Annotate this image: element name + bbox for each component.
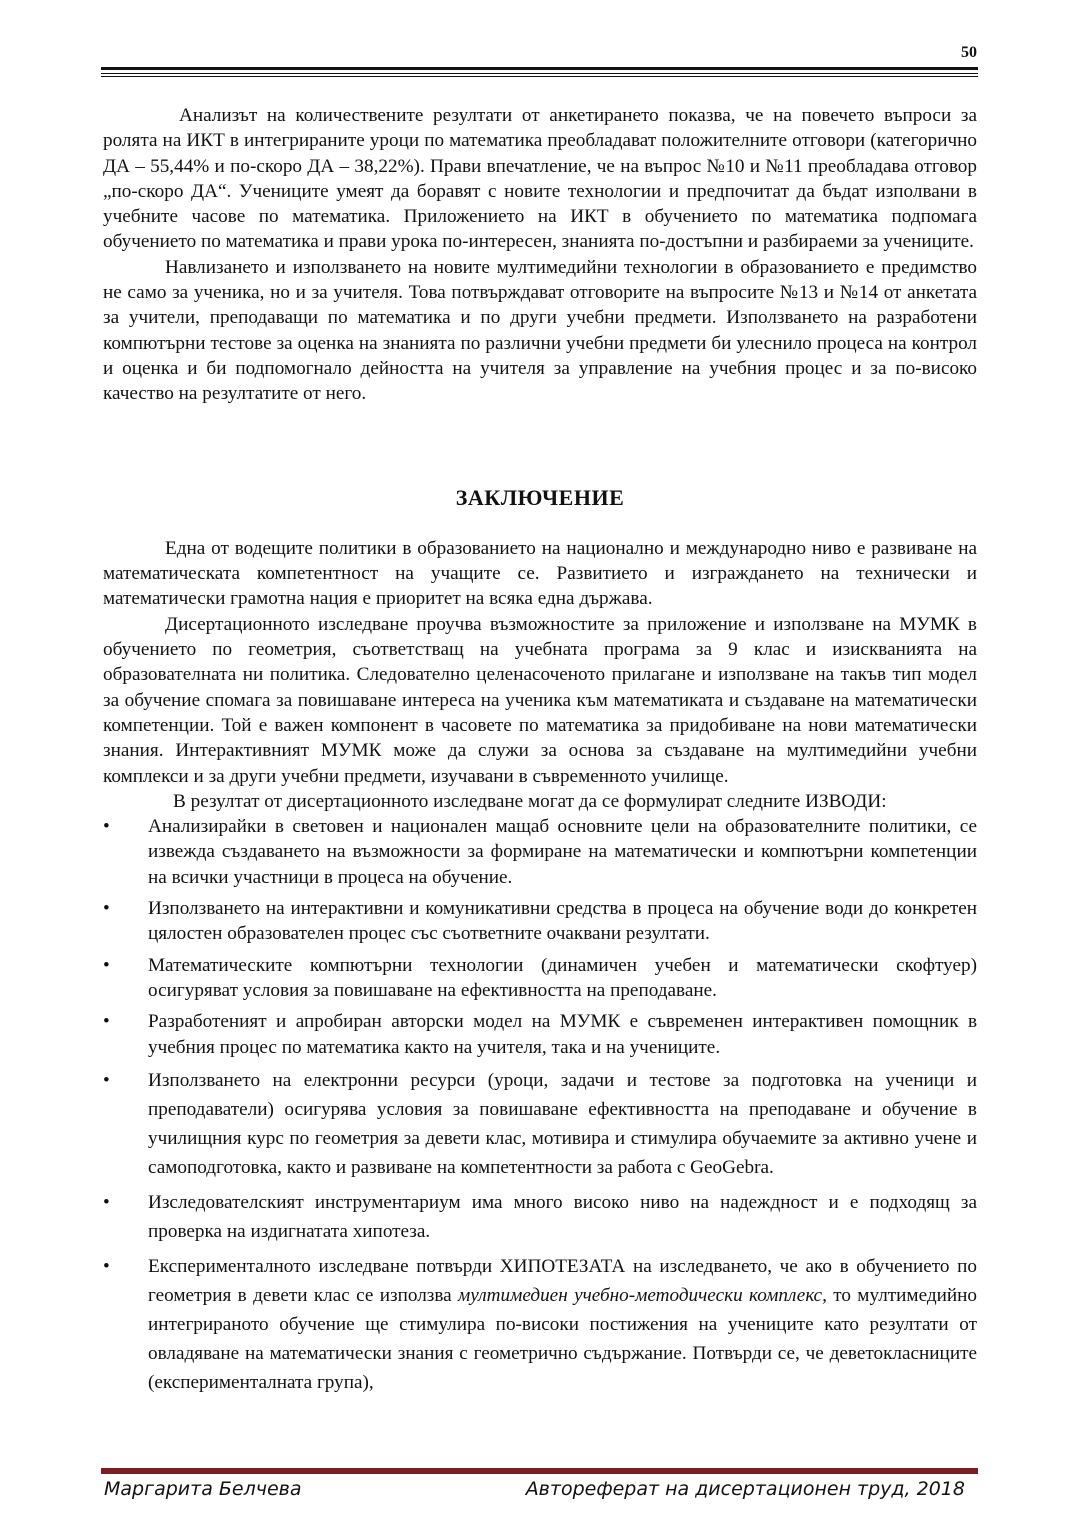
list-item-text: Математическите компютърни технологии (динамичен учебен и математически скофтуер) осигуряват условия за повишаване на ефективността на преподаване. <box>148 954 977 1001</box>
bullet-icon: • <box>103 898 110 920</box>
bullet-icon: • <box>103 816 110 838</box>
section-title: ЗАКЛЮЧЕНИЕ <box>455 484 625 510</box>
footer-document-title: Автореферат на дисертационен труд, 2018 <box>525 1478 965 1500</box>
header-rule <box>101 67 978 77</box>
bullet-icon: • <box>103 954 110 976</box>
list-item <box>103 1188 977 1246</box>
conclusions-list <box>103 814 977 1397</box>
list-item-text: Използването на електронни ресурси (уроци, задачи и тестове за подготовка на ученици и преподаватели) осигурява условия за повишаване ефективността на преподаване и обучение в училищния курс по геометрия за девети клас, мотивира и стимулира обучаемите за активно учене и самоподготовка, както и развиване на компетентности за работа с GeoGebra. <box>148 1069 977 1178</box>
list-item-text: Използването на интерактивни и комуникативни средства в процеса на обучение води до конкретен цялостен образователен процес със съответните очаквани резултати. <box>148 898 977 945</box>
conclusion-paragraph-2: Дисертационното изследване проучва възможностите за приложение и използване на МУМК в обучението по геометрия, съответстващ на учебната програма за 9 клас и изискванията на образователната ни политика. Следователно целенасоченото прилагане и използване на такъв тип модел за обучение спомага за повишаване интереса на ученика към математиката и създаване на математически компетенции. Той е важен компонент в часовете по математика за придобиване на нови математически знания. Интерактивният МУМК може да служи за основа за създаване на мултимедийни учебни комплекси и за други учебни предмети, изучавани в съвременното училище. <box>103 613 977 787</box>
page-number: 50 <box>961 44 977 61</box>
list-item-text: Изследователският инструментариум има много високо ниво на надеждност и е подходящ за проверка на издигнатата хипотеза. <box>148 1191 977 1242</box>
list-item-text-after: то мултимедийно интегрираното обучение ще стимулира по-високи постижения на учениците като резултати от овладяване на математически знания с геометрично съдържание. Потвърди се, че деветокласниците (експерименталната група), <box>148 1284 977 1393</box>
bullet-icon: • <box>103 1069 110 1091</box>
bullet-icon: • <box>103 1191 110 1213</box>
list-item <box>103 1009 977 1060</box>
list-item-text: Анализирайки в световен и национален мащаб основните цели на образователните политики, се извежда създаването на възможности за формиране на математически и компютърни компетенции на всички участници в процеса на обучение. <box>148 816 977 888</box>
list-item <box>103 1252 977 1397</box>
list-item-text: Разработеният и апробиран авторски модел на МУМК е съвременен интерактивен помощник в учебния процес по математика както на учителя, така и на учениците. <box>148 1011 977 1058</box>
list-item <box>103 814 977 890</box>
intro-paragraph-2: Навлизането и използването на новите мултимедийни технологии в образованието е предимство не само за ученика, но и за учителя. Това потвърждават отговорите на въпросите №13 и №14 от анкетата за учители, преподаващи по математика и по други учебни предмети. Използването на разработени компютърни тестове за оценка на знанията по различни учебни предмети би улеснило процеса на контрол и оценка и би подпомогнало дейността на учителя за управление на учебния процес и за по-високо качество на резултатите от него. <box>103 256 977 405</box>
list-item-italic-text: мултимедиен учебно-методически комплекс, <box>458 1284 827 1306</box>
list-item <box>103 953 977 1004</box>
list-item <box>103 1066 977 1182</box>
list-item-text-before: Експерименталното изследване потвърди ХИПОТЕЗАТА на изследването, че ако в обучението по геометрия в девети клас се използва <box>148 1255 977 1306</box>
bullet-icon: • <box>103 1011 110 1033</box>
conclusion-paragraph-3: В резултат от дисертационното изследване могат да се формулират следните ИЗВОДИ: <box>173 790 887 812</box>
conclusion-paragraph-1: Една от водещите политики в образованието на национално и международно ниво е развиване на математическата компетентност на учащите се. Развитието и изграждането на технически и математически грамотна нация е приоритет на всяка една държава. <box>103 537 977 610</box>
footer-rule <box>101 1468 978 1474</box>
page-content <box>103 103 977 1403</box>
footer-author: Маргарита Белчева <box>104 1478 302 1500</box>
list-item <box>103 896 977 947</box>
bullet-icon: • <box>103 1255 110 1277</box>
intro-paragraph-1: Анализът на количествените резултати от анкетирането показва, че на повечето въпроси за ролята на ИКТ в интегрираните уроци по математика преобладават положителните отговори (категорично ДА – 55,44% и по-скоро ДА – 38,22%). Прави впечатление, че на въпрос №10 и №11 преобладава отговор „по-скоро ДА“. Учениците умеят да боравят с новите технологии и предпочитат да бъдат изполвани в учебните часове по математика. Приложението на ИКТ в обучението по математика подпомага обучението по математика и прави урока по-интересен, знанията по-достъпни и разбираеми за учениците. <box>103 105 977 253</box>
